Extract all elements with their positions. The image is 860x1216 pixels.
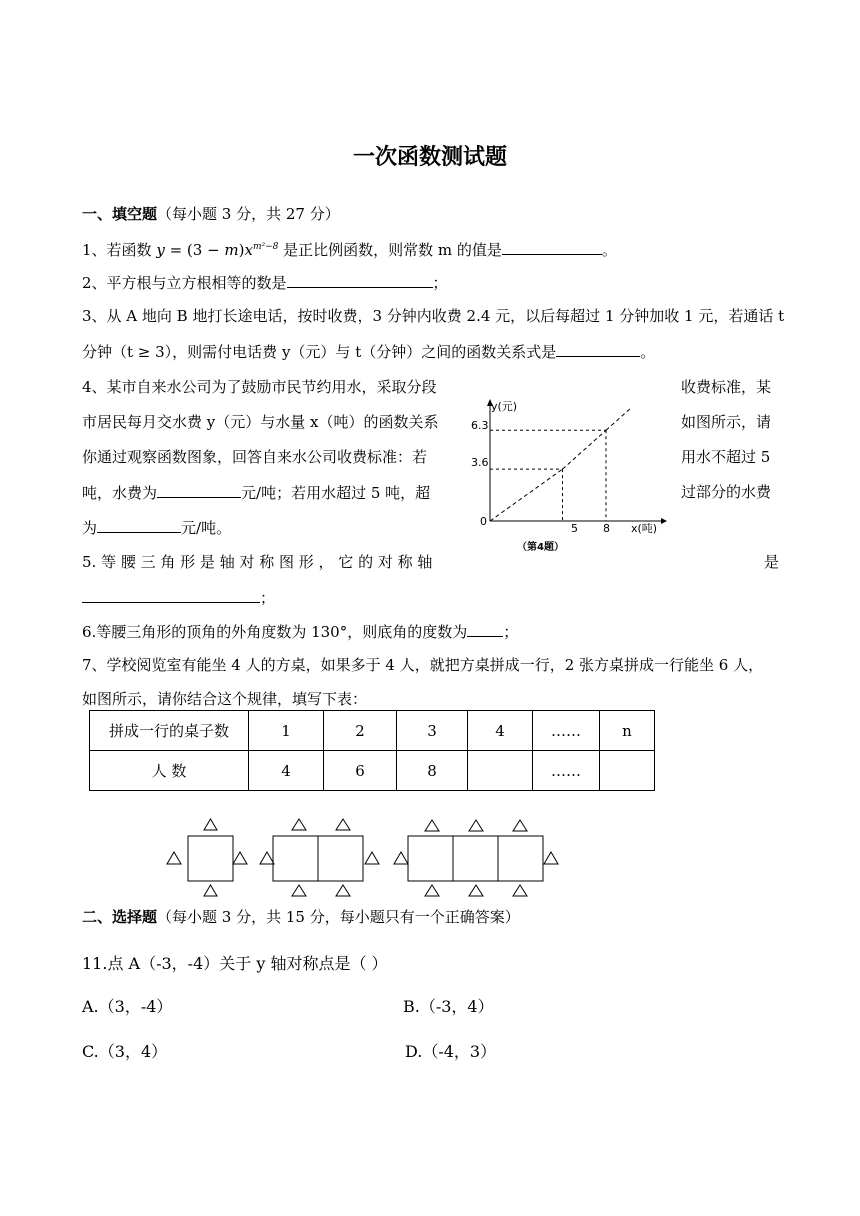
table-cell: 2 <box>324 711 397 751</box>
graph-series <box>490 408 631 521</box>
q11-option-a[interactable]: A.（3，-4） <box>82 997 173 1016</box>
seat-triangle <box>336 819 350 830</box>
seat-triangle <box>425 885 439 896</box>
series-segment <box>490 469 563 521</box>
q4-line-1-right: 收费标准，某 <box>681 378 772 396</box>
two-tables-square-2 <box>318 836 363 881</box>
q4-line-3-right: 用水不超过 5 <box>681 448 771 466</box>
q1-suffix: 是正比例函数，则常数 m 的值是 <box>278 241 502 259</box>
q1-formula-exponent: m²−8 <box>252 242 279 252</box>
q4-line-2-left: 市居民每月交水费 y（元）与水量 x（吨）的函数关系 <box>82 413 439 431</box>
q5-end: ； <box>260 589 276 607</box>
table-cell: 3 <box>397 711 468 751</box>
q4-line-5-a: 为 <box>82 519 98 537</box>
q11-option-d[interactable]: D.（-4，3） <box>405 1042 497 1061</box>
table-cell: 拼成一行的桌子数 <box>90 711 249 751</box>
section-2-heading <box>82 906 520 928</box>
section-1-heading <box>82 203 340 225</box>
graph-origin-label: 0 <box>480 515 487 528</box>
table-cell: 1 <box>249 711 324 751</box>
page-title: 一次函数测试题 <box>352 145 507 170</box>
seat-triangle <box>292 885 306 896</box>
two-tables-square-1 <box>273 836 318 881</box>
q1-formula-y: y <box>156 241 165 259</box>
q11-option-c[interactable]: C.（3，4） <box>82 1042 168 1061</box>
table-row <box>90 711 655 751</box>
seat-triangle <box>336 885 350 896</box>
q2-text: 2、平方根与立方根相等的数是 <box>82 274 287 292</box>
q11-option-b[interactable]: B.（-3，4） <box>403 997 494 1016</box>
seat-triangle <box>167 852 181 864</box>
table-cell: 人 数 <box>90 751 249 791</box>
q4-blank-2[interactable] <box>97 516 181 533</box>
q4-line-4-right: 过部分的水费 <box>681 483 772 501</box>
q1-prefix: 1、若函数 <box>82 241 157 259</box>
table-cell: 4 <box>249 751 324 791</box>
q4-line-5 <box>82 516 231 539</box>
q3-answer-blank[interactable] <box>556 340 640 357</box>
q3-line-2-text: 分钟（t ≥ 3），则需付电话费 y（元）与 t（分钟）之间的函数关系式是 <box>82 343 557 361</box>
section-1-title: 一、填空题 <box>82 205 158 223</box>
seat-triangle <box>292 819 306 830</box>
q4-graph <box>465 392 670 557</box>
q4-blank-1[interactable] <box>157 481 241 498</box>
q4-line-4-left <box>82 481 430 504</box>
graph-guide-lines <box>490 430 606 521</box>
graph-y-tick-3-6: 3.6 <box>471 456 489 469</box>
seat-triangle <box>513 885 527 896</box>
table-cell: 8 <box>397 751 468 791</box>
question-2 <box>82 271 448 294</box>
section-2-title: 二、选择题 <box>82 908 158 926</box>
table-cell: 4 <box>468 711 533 751</box>
seat-triangle <box>425 820 439 831</box>
table-answer-cell[interactable] <box>468 751 533 791</box>
q4-line-4-a: 吨，水费为 <box>82 484 158 502</box>
series-extension <box>606 408 631 430</box>
question-3-line-2 <box>82 340 655 363</box>
q2-answer-blank[interactable] <box>287 271 433 288</box>
q7-tables-illustration <box>160 812 570 898</box>
question-3-line-1: 3、从 A 地向 B 地打长途电话，按时收费，3 分钟内收费 2.4 元，以后每超过 1 分钟加收 1 元，若通话 t <box>82 307 785 325</box>
table-answer-cell[interactable] <box>600 751 655 791</box>
question-11-stem: 11.点 A（-3，-4）关于 y 轴对称点是（ ） <box>82 954 388 973</box>
table-cell: 6 <box>324 751 397 791</box>
section-1-note: （每小题 3 分，共 27 分） <box>157 205 340 223</box>
seat-triangle <box>469 820 483 831</box>
three-tables-square-2 <box>453 836 498 881</box>
graph-x-tick-8: 8 <box>603 522 610 535</box>
q4-line-4-b: 元/吨；若用水超过 5 吨，超 <box>241 484 431 502</box>
seat-triangle <box>394 852 408 864</box>
seat-triangle <box>204 885 217 896</box>
q1-formula-m: m <box>224 241 239 259</box>
q5-line-2 <box>82 586 275 609</box>
q7-table <box>89 710 655 791</box>
graph-y-axis-label: y(元) <box>491 400 518 413</box>
graph-x-axis-label: x(吨) <box>631 522 658 535</box>
q6-answer-blank[interactable] <box>467 620 503 637</box>
q1-formula-x: x <box>244 241 253 259</box>
q4-line-2-right: 如图所示，请 <box>681 413 772 431</box>
q6-text: 6.等腰三角形的顶角的外角度数为 130°，则底角的度数为 <box>82 623 468 641</box>
graph-axes <box>487 399 667 524</box>
q1-formula-eq: = (3 − <box>164 241 225 259</box>
graph-x-tick-5: 5 <box>571 522 578 535</box>
one-table-square <box>188 836 233 881</box>
graph-y-tick-6-3: 6.3 <box>471 419 489 432</box>
question-1 <box>82 236 617 261</box>
seat-triangle <box>204 819 217 830</box>
question-6 <box>82 620 518 643</box>
q5-line-1-right: 是 <box>764 553 780 571</box>
seat-triangle <box>469 885 483 896</box>
q1-end: 。 <box>601 241 617 259</box>
q3-end: 。 <box>640 343 656 361</box>
three-tables-square-3 <box>498 836 543 881</box>
seat-triangle <box>544 852 558 864</box>
q5-answer-blank[interactable] <box>82 586 260 603</box>
table-cell: …… <box>533 751 600 791</box>
q4-line-5-b: 元/吨。 <box>181 519 232 537</box>
q6-end: ； <box>503 623 519 641</box>
table-cell: n <box>600 711 655 751</box>
q4-line-3-left: 你通过观察函数图象，回答自来水公司收费标准：若 <box>82 448 428 466</box>
seat-triangle <box>365 852 379 864</box>
graph-caption: （第4题） <box>517 542 564 553</box>
seat-triangle <box>260 852 274 864</box>
q7-line-2: 如图所示，请你结合这个规律，填写下表： <box>82 690 368 708</box>
q5-line-1-left: 5. 等 腰 三 角 形 是 轴 对 称 图 形 ， 它 的 对 称 轴 <box>82 553 433 571</box>
q2-end: ； <box>432 274 448 292</box>
three-tables-square-1 <box>408 836 453 881</box>
q1-formula-close: ) <box>238 241 245 259</box>
seat-triangle <box>513 820 527 831</box>
table-row <box>90 751 655 791</box>
series-segment <box>563 430 607 469</box>
section-2-note: （每小题 3 分，共 15 分，每小题只有一个正确答案） <box>157 908 520 926</box>
q4-line-1-left: 4、某市自来水公司为了鼓励市民节约用水，采取分段 <box>82 378 437 396</box>
seat-triangle <box>233 852 247 864</box>
table-cell: …… <box>533 711 600 751</box>
q7-line-1: 7、学校阅览室有能坐 4 人的方桌，如果多于 4 人，就把方桌拼成一行，2 张方桌拼成一行能坐 6 人， <box>82 656 764 674</box>
x-axis-arrow <box>661 518 667 524</box>
q1-answer-blank[interactable] <box>502 238 602 255</box>
